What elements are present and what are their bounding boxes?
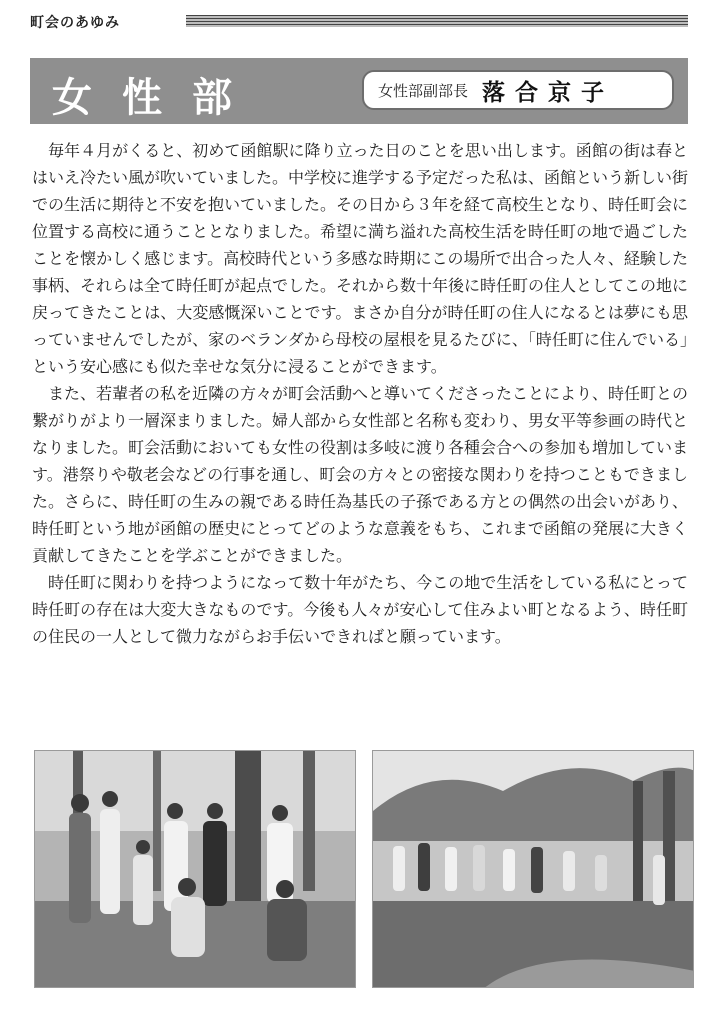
paragraph-1: 毎年４月がくると、初めて函館駅に降り立った日のことを思い出します。函館の街は春とはいえ冷たい風が吹いていました。中学校に進学する予定だった私は、函館という新しい街での生活に期待と不安を抱いていました。その日から３年を経て高校生となり、時任町会に位置する高校に通うこととなりました。希望に満ち溢れた高校生活を時任町の地で過ごしたことを懐かしく感じます。高校時代という多感な時期にこの場所で出合った人々、経験した事柄、それらは全て時任町が起点でした。それから数十年後に時任町の住人としてこの地に戻ってきたことは、大変感慨深いことです。まさか自分が時任町の住人になるとは夢にも思っていませんでしたが、家のベランダから母校の屋根を見るたびに、「時任町に住んでいる」という安心感にも似た幸せな気分に浸ることができます。 [32,141,689,376]
paragraph-2: また、若輩者の私を近隣の方々が町会活動へと導いてくださったことにより、時任町との繋がりがより一層深まりました。婦人部から女性部と名称も変わり、男女平等参画の時代となりました。町会活動においても女性の役割は多岐に渡り各種会合への参加も増加しています。港祭りや敬老会などの行事を通し、町会の方々との密接な関わりを持つこともできました。さらに、時任町の生みの親である時任為基氏の子孫である方との偶然の出会いがあり、時任町という地が函館の歴史にとってどのような意義をもち、これまで函館の発展に大きく貢献してきたことを学ぶことができました。 [32,384,689,565]
paragraph-3: 時任町に関わりを持つようになって数十年がたち、今この地で生活をしている私にとって時任町の存在は大変大きなものです。今後も人々が安心して住みよい町となるよう、時任町の住民の一人として微力ながらお手伝いできればと願っています。 [32,573,688,646]
article-body [32,137,688,650]
header-rule [186,15,688,27]
outdoor-gathering-photo [372,750,694,988]
author-name: 落合京子 [482,79,615,106]
gathering-photo-illustration [373,751,694,988]
group-photo-women [34,750,356,988]
page-title: 女性部 [52,75,262,121]
group-photo-illustration [35,751,356,988]
author-box [362,70,674,110]
author-role: 女性部副部長 [378,81,469,100]
section-label: 町会のあゆみ [30,12,126,32]
